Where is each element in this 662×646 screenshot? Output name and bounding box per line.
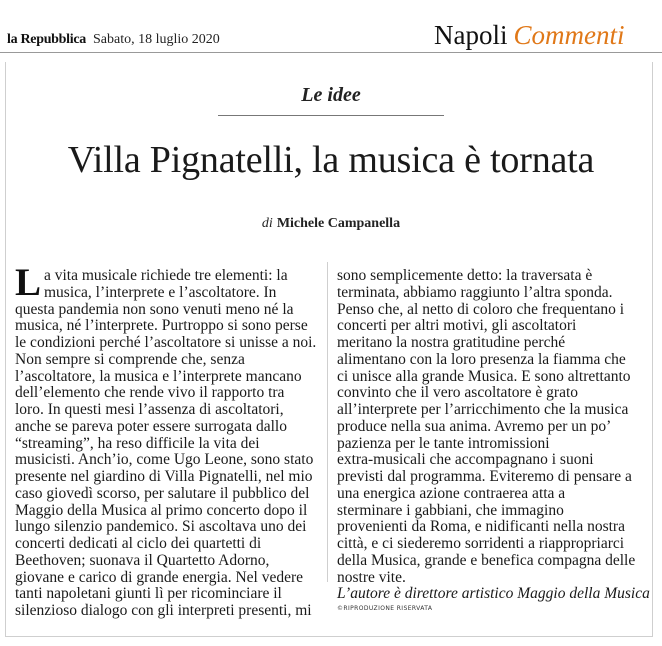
section-name: Napoli bbox=[434, 20, 508, 50]
text-line: silenzioso dialogo con gli interpreti presenti, mi bbox=[15, 602, 312, 619]
text-line: l’ascoltatore, la musica e l’interprete mancano bbox=[15, 367, 302, 385]
article-kicker: Le idee bbox=[301, 84, 361, 106]
text-line: concerti per altri motivi, gli ascoltatori bbox=[337, 317, 577, 335]
text-line: della Musica, grande e benefica compagna delle bbox=[337, 551, 636, 569]
text-line: Maggio della Musica al primo concerto dopo il bbox=[15, 501, 308, 519]
publication-date: Sabato, 18 luglio 2020 bbox=[93, 32, 220, 47]
drop-cap: L bbox=[15, 261, 42, 304]
text-line: meritano la nostra gratitudine perché bbox=[337, 334, 566, 351]
text-line: musica, l’interprete e l’ascoltatore. In bbox=[44, 283, 277, 301]
text-line: anche se pareva poter essere surrogata dallo bbox=[15, 417, 287, 435]
page-header bbox=[0, 0, 662, 56]
kicker-rule bbox=[218, 115, 444, 116]
text-line: tanti napoletani giunti lì per ricominciare il bbox=[15, 585, 282, 603]
text-line: giovane e carico di grande energia. Nel vedere bbox=[15, 568, 304, 586]
article-title: Villa Pignatelli, la musica è tornata bbox=[67, 139, 595, 181]
text-line: alimentano con la loro presenza la fiamma che bbox=[337, 350, 626, 368]
text-line: presente nel giardino di Villa Pignatelli, nel mio bbox=[15, 468, 313, 485]
text-line: nostre vite. bbox=[337, 568, 406, 586]
text-line: “streaming”, ha reso difficile la vita dei bbox=[15, 434, 260, 452]
text-line: loro. In questi mesi l’assenza di ascoltatori, bbox=[15, 401, 284, 418]
text-line: Beethoven; suonava il Quartetto Adorno, bbox=[15, 551, 270, 569]
text-line: concerti dedicati al ciclo dei quartetti di bbox=[15, 535, 262, 552]
column-divider bbox=[327, 262, 328, 582]
text-line: terminata, abbiamo raggiunto l’altra sponda. bbox=[337, 283, 613, 301]
text-line: provenienti da Roma, e nidificanti nella nostra bbox=[337, 518, 625, 536]
text-line: sono semplicemente detto: la traversata è bbox=[337, 267, 593, 284]
text-line: musica, né l’interprete. Purtroppo si sono perse bbox=[15, 317, 308, 335]
text-line: convinto che il vero ascoltatore è grato bbox=[337, 384, 579, 402]
header-rule bbox=[0, 52, 662, 53]
section-title bbox=[434, 20, 625, 51]
byline-prefix: di bbox=[261, 216, 273, 231]
text-line: le condizioni perché l’ascoltatore si unisse a noi. bbox=[15, 334, 317, 351]
text-line: previsti dal programma. Eviteremo di pensare a bbox=[337, 468, 632, 485]
text-line: Penso che, al netto di coloro che frequentano i bbox=[337, 300, 625, 318]
text-line: all’interprete per l’arricchimento che la musica bbox=[337, 401, 629, 418]
text-line: pazienza per le tante intromissioni bbox=[337, 434, 550, 452]
article-column-right bbox=[337, 267, 650, 603]
text-line: una energica azione contraerea atta a bbox=[337, 484, 566, 502]
text-line: sterminare i gabbiani, che immagino bbox=[337, 501, 564, 519]
text-line: città, e ci siederemo sorridenti a riappropriarci bbox=[337, 535, 625, 552]
text-line: ci unisce alla grande Musica. E sono altrettanto bbox=[337, 367, 631, 385]
text-line: caso giovedì scorso, per salutare il pubblico del bbox=[15, 484, 310, 502]
text-line: a vita musicale richiede tre elementi: la bbox=[44, 267, 288, 284]
text-line: dell’elemento che rende vivo il rapporto tra bbox=[15, 384, 285, 402]
text-line: lungo silenzio pandemico. Si ascoltava uno dei bbox=[15, 518, 307, 536]
article-column-left bbox=[15, 268, 317, 620]
masthead-logo: la Repubblica bbox=[7, 32, 86, 47]
text-line: produce nella sua anima. Avremo per un po’ bbox=[337, 417, 612, 435]
text-line: Non sempre si comprende che, senza bbox=[15, 350, 245, 368]
byline-author: Michele Campanella bbox=[276, 216, 401, 231]
text-line: musicisti. Anch’io, come Ugo Leone, sono stato bbox=[15, 451, 314, 469]
author-note: L’autore è direttore artistico Maggio della Musica bbox=[337, 585, 650, 603]
article-byline bbox=[0, 216, 662, 232]
text-line: extra-musicali che accompagnano i suoni bbox=[337, 451, 594, 469]
section-subtitle: Commenti bbox=[513, 20, 625, 50]
text-line: questa pandemia non sono venuti meno né la bbox=[15, 300, 294, 318]
copyright-notice: ©RIPRODUZIONE RISERVATA bbox=[337, 605, 433, 612]
